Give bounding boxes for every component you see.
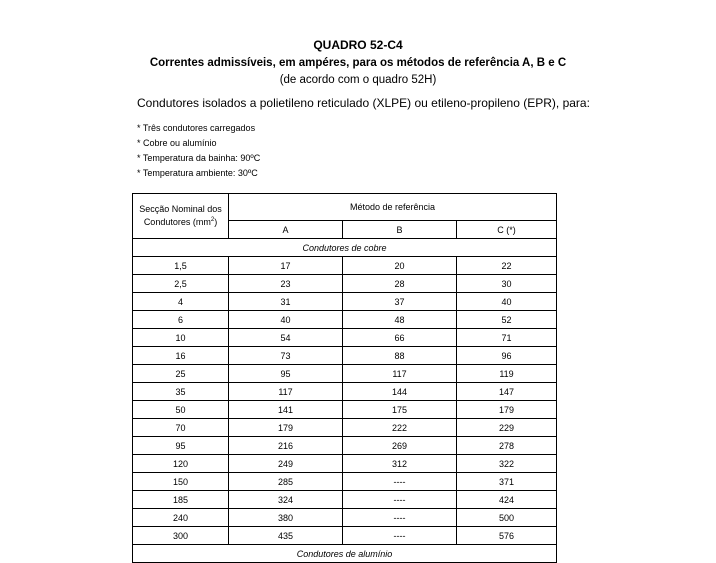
section-cell: 35 <box>133 383 229 401</box>
table-body <box>133 239 557 545</box>
current-cell: 117 <box>229 383 343 401</box>
current-cell: 119 <box>457 365 557 383</box>
table-row <box>133 329 557 347</box>
current-cell: 117 <box>343 365 457 383</box>
current-cell: 179 <box>457 401 557 419</box>
section-cell: 50 <box>133 401 229 419</box>
current-cell: 54 <box>229 329 343 347</box>
current-cell: ---- <box>343 509 457 527</box>
table-row <box>133 419 557 437</box>
table-row <box>133 275 557 293</box>
table-row <box>133 347 557 365</box>
section-cell: 16 <box>133 347 229 365</box>
current-cell: 371 <box>457 473 557 491</box>
current-cell: 52 <box>457 311 557 329</box>
current-cell: 20 <box>343 257 457 275</box>
section-cell: 95 <box>133 437 229 455</box>
document-subtitle: Correntes admissíveis, em ampéres, para os métodos de referência A, B e C <box>149 57 567 69</box>
column-header-a: A <box>229 221 343 239</box>
current-cell: 424 <box>457 491 557 509</box>
table-row <box>133 473 557 491</box>
current-cell: 95 <box>229 365 343 383</box>
column-header-c: C (*) <box>457 221 557 239</box>
table-row <box>133 491 557 509</box>
current-cell: 88 <box>343 347 457 365</box>
current-cell: 73 <box>229 347 343 365</box>
group-header-copper: Condutores de cobre <box>133 239 557 257</box>
intro-text: Condutores isolados a polietileno reticulado (XLPE) ou etileno-propileno (EPR), para: <box>137 96 590 110</box>
section-cell: 10 <box>133 329 229 347</box>
current-cell: 179 <box>229 419 343 437</box>
document-title: QUADRO 52-C4 <box>313 38 403 52</box>
section-cell: 25 <box>133 365 229 383</box>
condition-item: * Três condutores carregados <box>137 123 256 133</box>
current-cell: 48 <box>343 311 457 329</box>
current-cell: 144 <box>343 383 457 401</box>
column-header-b: B <box>343 221 457 239</box>
table-row <box>133 455 557 473</box>
section-cell: 1,5 <box>133 257 229 275</box>
table-row <box>133 437 557 455</box>
method-header: Método de referência <box>229 194 557 221</box>
current-cell: 269 <box>343 437 457 455</box>
current-cell: 23 <box>229 275 343 293</box>
section-cell: 70 <box>133 419 229 437</box>
current-cell: 229 <box>457 419 557 437</box>
condition-item: * Temperatura ambiente: 30ºC <box>137 168 258 178</box>
current-cell: 249 <box>229 455 343 473</box>
current-cell: 40 <box>229 311 343 329</box>
current-cell: 312 <box>343 455 457 473</box>
section-cell: 2,5 <box>133 275 229 293</box>
table-row <box>133 257 557 275</box>
section-cell: 240 <box>133 509 229 527</box>
current-cell: 141 <box>229 401 343 419</box>
current-cell: 37 <box>343 293 457 311</box>
current-cell: 222 <box>343 419 457 437</box>
current-cell: 30 <box>457 275 557 293</box>
current-cell: 71 <box>457 329 557 347</box>
current-cell: ---- <box>343 527 457 545</box>
group-header-aluminium: Condutores de alumínio <box>133 545 557 563</box>
current-cell: 380 <box>229 509 343 527</box>
section-cell: 150 <box>133 473 229 491</box>
conditions-list <box>137 121 260 181</box>
current-cell: 40 <box>457 293 557 311</box>
current-cell: ---- <box>343 491 457 509</box>
table-row <box>133 401 557 419</box>
section-cell: 185 <box>133 491 229 509</box>
currents-table <box>132 193 557 563</box>
current-cell: ---- <box>343 473 457 491</box>
current-cell: 285 <box>229 473 343 491</box>
current-cell: 278 <box>457 437 557 455</box>
table-row <box>133 293 557 311</box>
current-cell: 324 <box>229 491 343 509</box>
section-cell: 300 <box>133 527 229 545</box>
current-cell: 17 <box>229 257 343 275</box>
current-cell: 175 <box>343 401 457 419</box>
current-cell: 576 <box>457 527 557 545</box>
current-cell: 31 <box>229 293 343 311</box>
current-cell: 216 <box>229 437 343 455</box>
table-row <box>133 527 557 545</box>
condition-item: * Cobre ou alumínio <box>137 138 217 148</box>
table-row <box>133 383 557 401</box>
current-cell: 22 <box>457 257 557 275</box>
document-subtitle-note: (de acordo com o quadro 52H) <box>279 74 437 86</box>
section-cell: 4 <box>133 293 229 311</box>
condition-item: * Temperatura da bainha: 90ºC <box>137 153 261 163</box>
table-row <box>133 311 557 329</box>
current-cell: 66 <box>343 329 457 347</box>
section-column-header: Secção Nominal dos Condutores $(mm^2)$ <box>133 194 229 239</box>
current-cell: 28 <box>343 275 457 293</box>
section-cell: 6 <box>133 311 229 329</box>
section-cell: 120 <box>133 455 229 473</box>
current-cell: 435 <box>229 527 343 545</box>
table-row <box>133 509 557 527</box>
current-cell: 96 <box>457 347 557 365</box>
current-cell: 322 <box>457 455 557 473</box>
table-row <box>133 365 557 383</box>
current-cell: 500 <box>457 509 557 527</box>
current-cell: 147 <box>457 383 557 401</box>
